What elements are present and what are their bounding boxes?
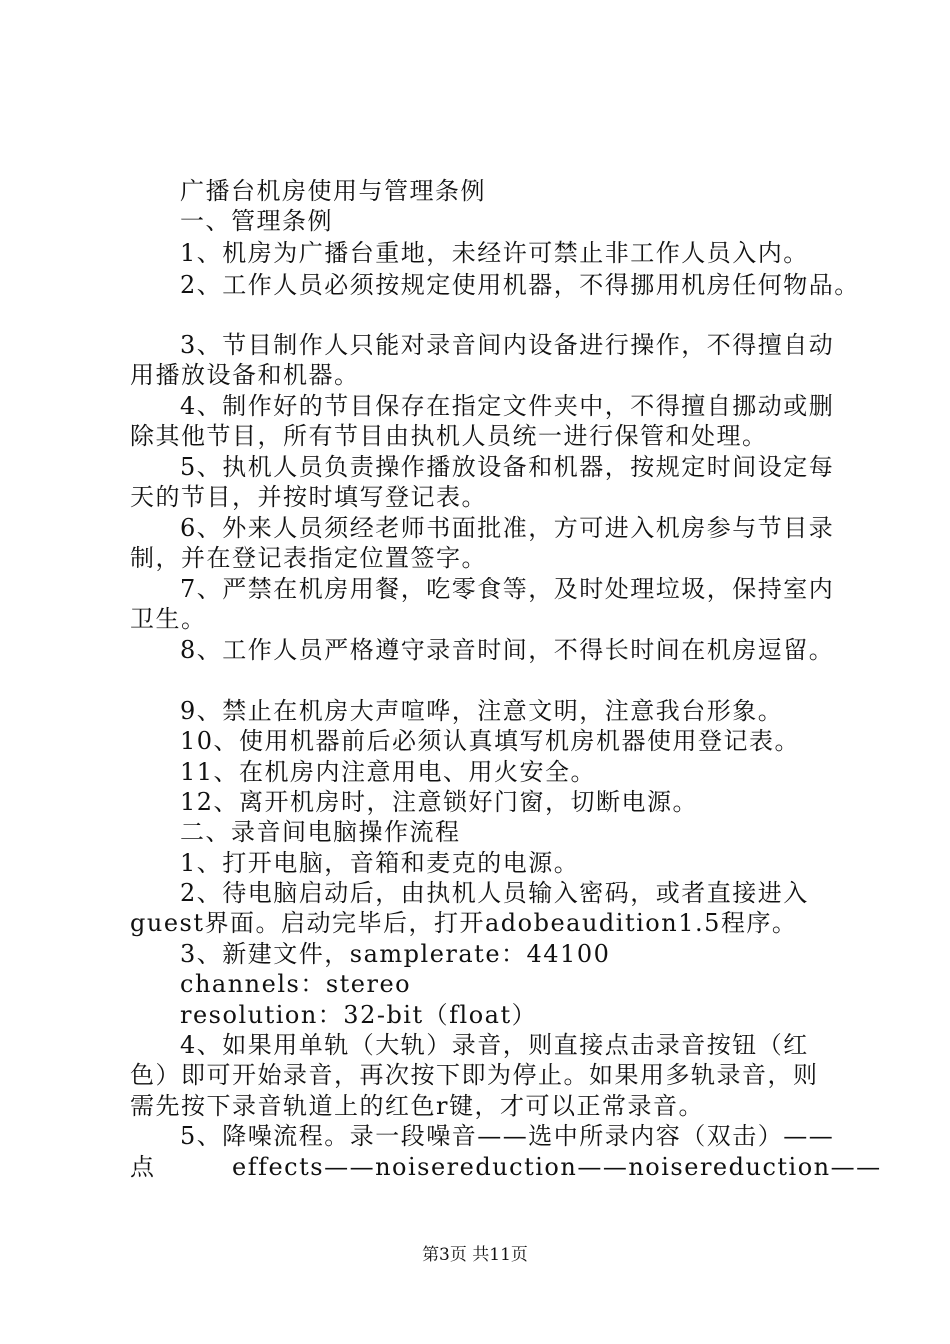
text-line: 4、制作好的节目保存在指定文件夹中，不得擅自挪动或删 xyxy=(180,392,835,420)
text-line: 6、外来人员须经老师书面批准，方可进入机房参与节目录 xyxy=(180,514,835,542)
text-line: 1、打开电脑，音箱和麦克的电源。 xyxy=(180,849,580,877)
text-line: 12、离开机房时，注意锁好门窗，切断电源。 xyxy=(180,788,699,816)
text-line: 2、工作人员必须按规定使用机器，不得挪用机房任何物品。 xyxy=(180,271,860,299)
text-line: 5、降噪流程。录一段噪音——选中所录内容（双击）—— xyxy=(180,1122,835,1150)
text-line: channels：stereo xyxy=(180,970,412,998)
text-line: effects——noisereduction——noisereduction—— xyxy=(232,1153,882,1181)
text-line: 除其他节目，所有节目由执机人员统一进行保管和处理。 xyxy=(130,422,768,450)
text-line: 8、工作人员严格遵守录音时间，不得长时间在机房逗留。 xyxy=(180,636,835,664)
document-title: 广播台机房使用与管理条例 xyxy=(180,177,486,205)
text-line: 3、新建文件，samplerate：44100 xyxy=(180,940,611,968)
text-line: 1、机房为广播台重地，未经许可禁止非工作人员入内。 xyxy=(180,239,809,267)
text-line: 4、如果用单轨（大轨）录音，则直接点击录音按钮（红 xyxy=(180,1031,809,1059)
text-line: 3、节目制作人只能对录音间内设备进行操作，不得擅自动 xyxy=(180,331,835,359)
section-heading: 一、管理条例 xyxy=(180,207,333,235)
text-line: 色）即可开始录音，再次按下即为停止。如果用多轨录音，则 xyxy=(130,1061,819,1089)
text-line: 2、待电脑启动后，由执机人员输入密码，或者直接进入 xyxy=(180,879,809,907)
section-heading: 二、录音间电脑操作流程 xyxy=(180,818,461,846)
text-line: 10、使用机器前后必须认真填写机房机器使用登记表。 xyxy=(180,727,801,755)
text-line: 点 xyxy=(130,1153,156,1181)
text-line: 用播放设备和机器。 xyxy=(130,361,360,389)
text-line: 需先按下录音轨道上的红色r键，才可以正常录音。 xyxy=(130,1092,704,1120)
text-line: 5、执机人员负责操作播放设备和机器，按规定时间设定每 xyxy=(180,453,835,481)
page-footer: 第3页 共11页 xyxy=(422,1245,528,1265)
text-line: 9、禁止在机房大声喧哗，注意文明，注意我台形象。 xyxy=(180,697,784,725)
text-line: 制，并在登记表指定位置签字。 xyxy=(130,544,487,572)
text-line: 7、严禁在机房用餐，吃零食等，及时处理垃圾，保持室内 xyxy=(180,575,835,603)
text-line: guest界面。启动完毕后，打开adobeaudition1.5程序。 xyxy=(130,909,798,937)
text-line: 11、在机房内注意用电、用火安全。 xyxy=(180,758,597,786)
text-line: 卫生。 xyxy=(130,605,207,633)
text-line: 天的节目，并按时填写登记表。 xyxy=(130,483,487,511)
text-line: resolution：32-bit（float） xyxy=(180,1001,538,1029)
